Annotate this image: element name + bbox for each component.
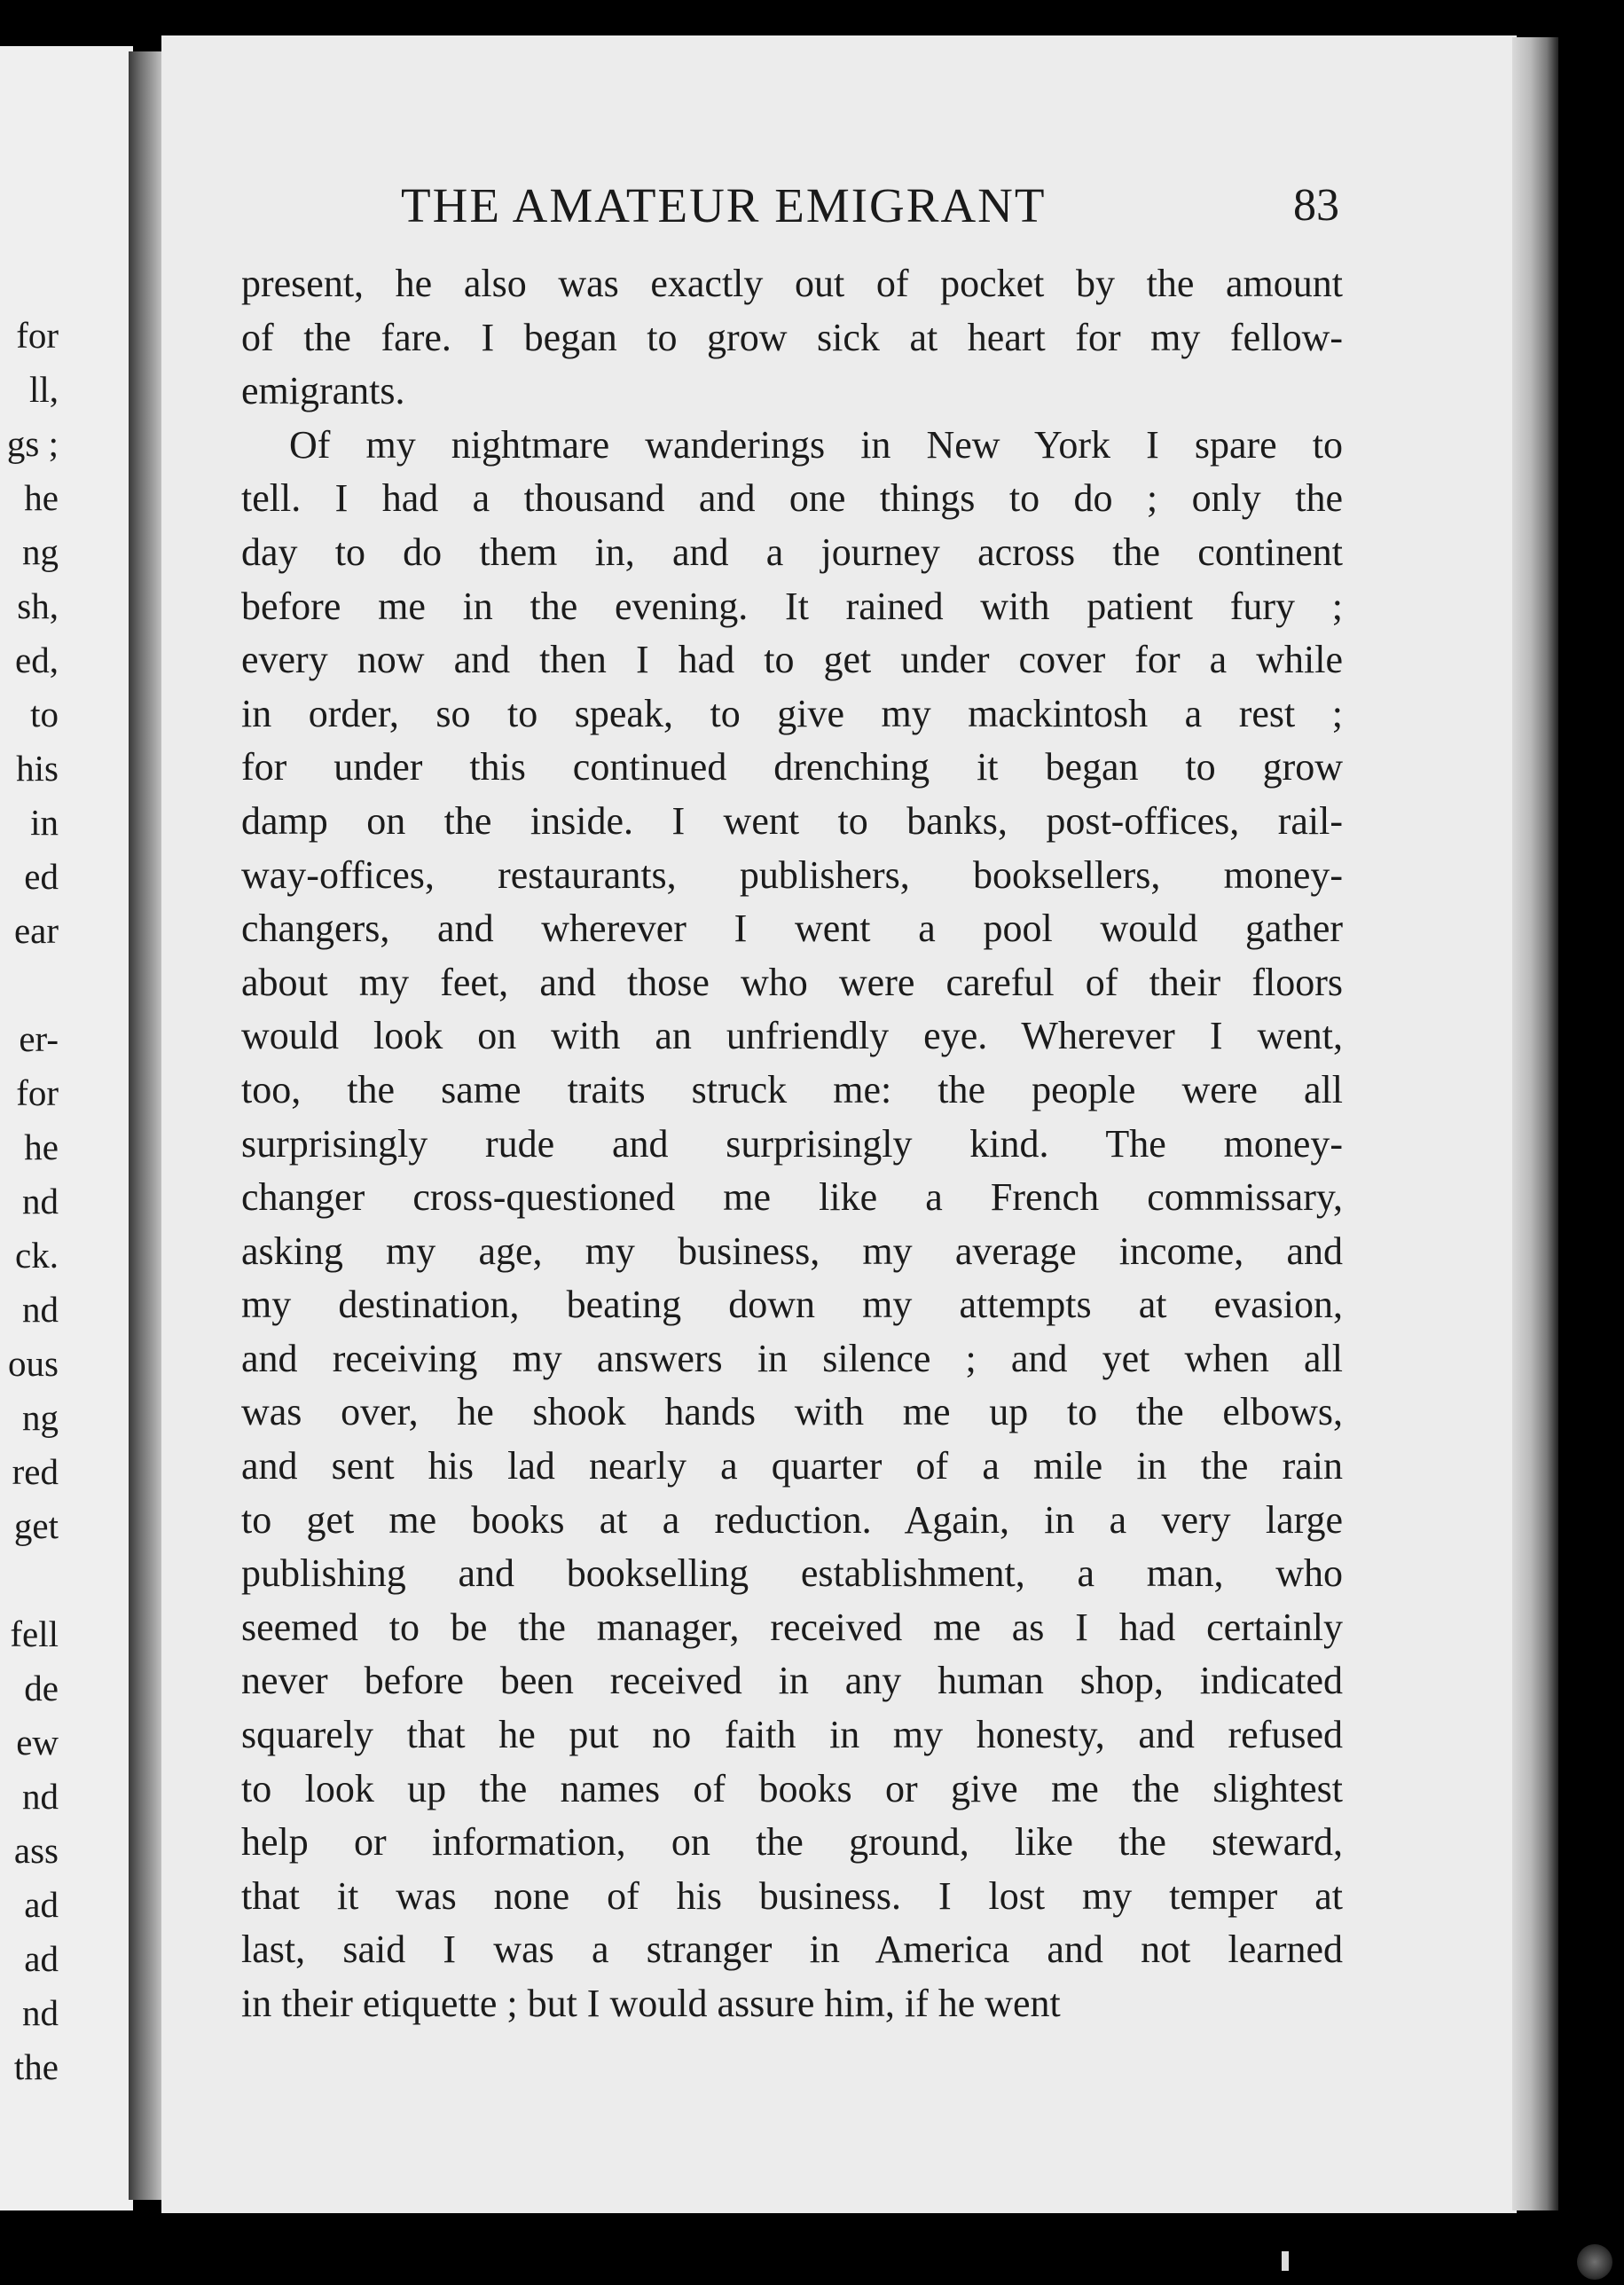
text-line: of the fare. I began to grow sick at heart for my fellow- bbox=[241, 315, 1343, 359]
text-line: was over, he shook hands with me up to the elbows, bbox=[241, 1390, 1343, 1434]
left-page-text bbox=[7, 309, 59, 2094]
left-line: nd bbox=[22, 1992, 59, 2033]
text-line: in order, so to speak, to give my mackintosh a rest ; bbox=[241, 691, 1343, 735]
text-line: publishing and bookselling establishment, a man, who bbox=[241, 1551, 1343, 1596]
text-line: and sent his lad nearly a quarter of a mile in the rain bbox=[241, 1444, 1343, 1488]
left-line: ear bbox=[13, 910, 59, 951]
left-line: ed, bbox=[15, 640, 59, 680]
text-line: squarely that he put no faith in my honesty, and refused bbox=[241, 1713, 1343, 1757]
left-line bbox=[7, 958, 59, 1012]
text-line: changers, and wherever I went a pool would gather bbox=[241, 907, 1343, 951]
left-line: for bbox=[16, 1072, 59, 1113]
text-line: Of my nightmare wanderings in New York I spare to bbox=[289, 422, 1343, 467]
left-line: to bbox=[30, 694, 59, 734]
left-line: ad bbox=[24, 1938, 59, 1979]
left-line: his bbox=[16, 748, 59, 789]
left-facing-page bbox=[0, 46, 133, 2210]
page-number: 83 bbox=[1293, 180, 1339, 231]
text-line: before me in the evening. It rained with patient fury ; bbox=[241, 584, 1343, 628]
text-line: and receiving my answers in silence ; and yet when all bbox=[241, 1336, 1343, 1380]
left-line: he bbox=[24, 1127, 59, 1167]
left-line: for bbox=[16, 315, 59, 356]
text-line: every now and then I had to get under cover for a while bbox=[241, 638, 1343, 682]
scan-corner-mark bbox=[1577, 2244, 1612, 2280]
text-line: about my feet, and those who were careful of their floors bbox=[241, 960, 1343, 1004]
left-line bbox=[7, 1553, 59, 1607]
left-line: ll, bbox=[28, 369, 59, 410]
running-head bbox=[239, 177, 1339, 243]
left-line: red bbox=[12, 1451, 59, 1492]
text-line: changer cross-questioned me like a French commissary, bbox=[241, 1175, 1343, 1220]
text-line: damp on the inside. I went to banks, post-offices, rail- bbox=[241, 798, 1343, 843]
text-line: help or information, on the ground, like the steward, bbox=[241, 1820, 1343, 1865]
text-line: seemed to be the manager, received me as I had certainly bbox=[241, 1605, 1343, 1649]
left-line: de bbox=[24, 1668, 59, 1708]
left-line: sh, bbox=[17, 585, 59, 626]
left-line: in bbox=[30, 802, 59, 843]
text-line: in their etiquette ; but I would assure him, if he went bbox=[241, 1982, 1061, 2025]
scan-mark bbox=[1282, 2251, 1289, 2271]
text-line: to look up the names of books or give me the slightest bbox=[241, 1766, 1343, 1810]
left-line: nd bbox=[22, 1776, 59, 1817]
text-line: never before been received in any human shop, indicated bbox=[241, 1659, 1343, 1703]
text-line: last, said I was a stranger in America and not learned bbox=[241, 1928, 1343, 1972]
left-line: get bbox=[13, 1505, 59, 1546]
left-line: ck. bbox=[15, 1235, 59, 1276]
running-title: THE AMATEUR EMIGRANT bbox=[401, 178, 1047, 232]
body-text bbox=[241, 257, 1343, 2031]
left-line: nd bbox=[22, 1289, 59, 1330]
text-line: my destination, beating down my attempts at evasion, bbox=[241, 1283, 1343, 1327]
left-line: the bbox=[13, 2046, 59, 2087]
left-line: ous bbox=[8, 1343, 59, 1384]
left-line: fell bbox=[10, 1614, 59, 1654]
left-line: ad bbox=[24, 1884, 59, 1925]
left-line: ng bbox=[22, 531, 59, 572]
left-line: er- bbox=[19, 1018, 59, 1059]
text-line: present, he also was exactly out of pocket by the amount bbox=[241, 262, 1343, 305]
text-line: for under this continued drenching it began to grow bbox=[241, 745, 1343, 789]
left-line: ng bbox=[22, 1397, 59, 1438]
left-line: nd bbox=[22, 1181, 59, 1221]
page-edge bbox=[1512, 37, 1558, 2210]
text-line: tell. I had a thousand and one things to do ; only the bbox=[241, 476, 1343, 521]
text-line: to get me books at a reduction. Again, in a very large bbox=[241, 1497, 1343, 1542]
left-line: he bbox=[24, 477, 59, 518]
text-line: way-offices, restaurants, publishers, booksellers, money- bbox=[241, 852, 1343, 897]
left-line: gs ; bbox=[6, 423, 59, 464]
text-line: day to do them in, and a journey across the continent bbox=[241, 530, 1343, 574]
text-line: surprisingly rude and surprisingly kind. The money- bbox=[241, 1121, 1343, 1166]
text-line: that it was none of his business. I lost my temper at bbox=[241, 1873, 1343, 1918]
text-line: too, the same traits struck me: the people were all bbox=[241, 1067, 1343, 1111]
left-line: ed bbox=[24, 856, 59, 897]
left-line: ass bbox=[13, 1830, 59, 1871]
left-line: ew bbox=[16, 1722, 59, 1763]
text-line: asking my age, my business, my average income, and bbox=[241, 1229, 1343, 1273]
text-line: emigrants. bbox=[241, 369, 405, 413]
text-line: would look on with an unfriendly eye. Wherever I went, bbox=[241, 1014, 1343, 1058]
